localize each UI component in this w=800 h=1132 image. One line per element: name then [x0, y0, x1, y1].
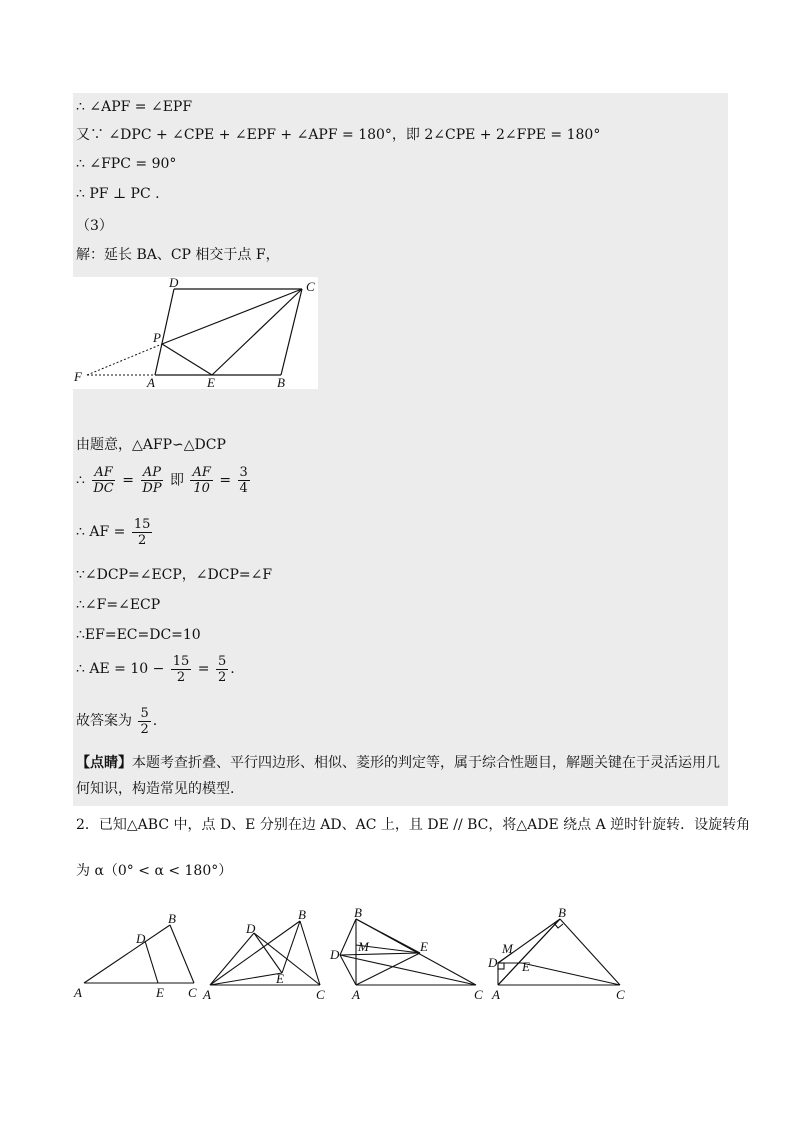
proof-line-2: 又∵ ∠DPC + ∠CPE + ∠EPF + ∠APF = 180°，即 2∠CPE + 2∠FPE = 180° [76, 127, 601, 143]
parallelogram-figure [73, 277, 318, 389]
rotation-figures [70, 905, 640, 1005]
label-B: B [277, 375, 285, 389]
comment-text: 本题考查折叠、平行四边形、相似、菱形的判定等，属于综合性题目，解题关键在于灵活运用几何知识，构造常见的模型. [76, 755, 720, 797]
therefore-symbol: ∴ [76, 472, 85, 489]
ratio-equation: ∴ $\frac{AF}{DC}$ = $\frac{AP}{DP}$ 即 $\frac{AF}{10}$ = $\frac{3}{4}$ [76, 465, 248, 496]
fraction-15-2-b: $\frac{15}{2}$ [172, 653, 190, 685]
equal-sides-statement: ∴EF=EC=DC=10 [76, 627, 201, 643]
angle-statement-1: ∵∠DCP=∠ECP，∠DCP=∠F [76, 567, 273, 583]
f2-label-E: E [276, 971, 284, 986]
f4-label-D: D [488, 955, 498, 970]
label-A: A [147, 375, 155, 389]
proof-line-3: ∴ ∠FPC = 90° [76, 156, 177, 172]
fraction-af-dc: $\frac{AF}{DC}$ [93, 465, 114, 496]
label-C: C [306, 279, 315, 294]
proof-line-1: ∴ ∠APF = ∠EPF [76, 99, 193, 115]
angle-statement-2: ∴∠F=∠ECP [76, 597, 161, 613]
label-P: P [153, 330, 161, 345]
f4-label-E: E [522, 959, 530, 974]
part3-intro: 解：延长 BA、CP 相交于点 F， [76, 247, 280, 263]
f1-label-A: A [74, 985, 82, 1000]
f4-label-A: A [492, 987, 500, 1002]
proof-line-4: ∴ PF ⊥ PC . [76, 186, 160, 202]
f1-label-E: E [156, 985, 164, 1000]
f4-label-B: B [558, 905, 566, 920]
fraction-15-2: $\frac{15}{2}$ [133, 516, 151, 548]
final-answer: 故答案为 $\frac{5}{2}$ . [76, 705, 158, 737]
f1-label-B: B [168, 911, 176, 926]
problem2-line-1: 2．已知△ABC 中，点 D、E 分别在边 AD、AC 上，且 DE // BC，将△ADE 绕点 A 逆时针旋转．设旋转角 [76, 817, 751, 833]
comment-tag: 【点睛】 [76, 755, 132, 771]
f3-label-M: M [358, 939, 369, 954]
f1-label-C: C [188, 985, 197, 1000]
af-value: ∴ AF = $\frac{15}{2}$ [76, 516, 151, 548]
f1-label-D: D [136, 931, 146, 946]
f2-label-C: C [316, 987, 325, 1002]
comment-paragraph [76, 750, 726, 802]
f3-label-A: A [352, 987, 360, 1002]
f4-label-C: C [616, 987, 625, 1002]
ae-value: ∴ AE = 10 − $\frac{15}{2}$ = $\frac{5}{2}$ . [76, 653, 235, 685]
f2-label-A: A [203, 987, 211, 1002]
f3-label-B: B [354, 905, 362, 920]
similarity-statement: 由题意，△AFP∽△DCP [76, 437, 226, 453]
label-F: F [74, 369, 82, 384]
part3-label: （3） [76, 218, 113, 234]
problem2-line-2: 为 α（0° < α < 180°） [76, 863, 233, 879]
f2-label-B: B [298, 907, 306, 922]
label-D: D [169, 277, 179, 290]
f2-label-D: D [246, 921, 256, 936]
parallelogram-diagram [73, 277, 318, 389]
label-E: E [207, 375, 215, 389]
fraction-5-2: $\frac{5}{2}$ [217, 653, 227, 685]
f4-label-M: M [502, 941, 513, 956]
fraction-af-10: $\frac{AF}{10}$ [192, 465, 211, 496]
f3-label-C: C [474, 987, 483, 1002]
fraction-ap-dp: $\frac{AP}{DP}$ [142, 465, 162, 496]
fraction-3-4: $\frac{3}{4}$ [239, 465, 248, 496]
f3-label-E: E [420, 939, 428, 954]
answer-fraction: $\frac{5}{2}$ [140, 705, 149, 737]
f3-label-D: D [330, 947, 340, 962]
